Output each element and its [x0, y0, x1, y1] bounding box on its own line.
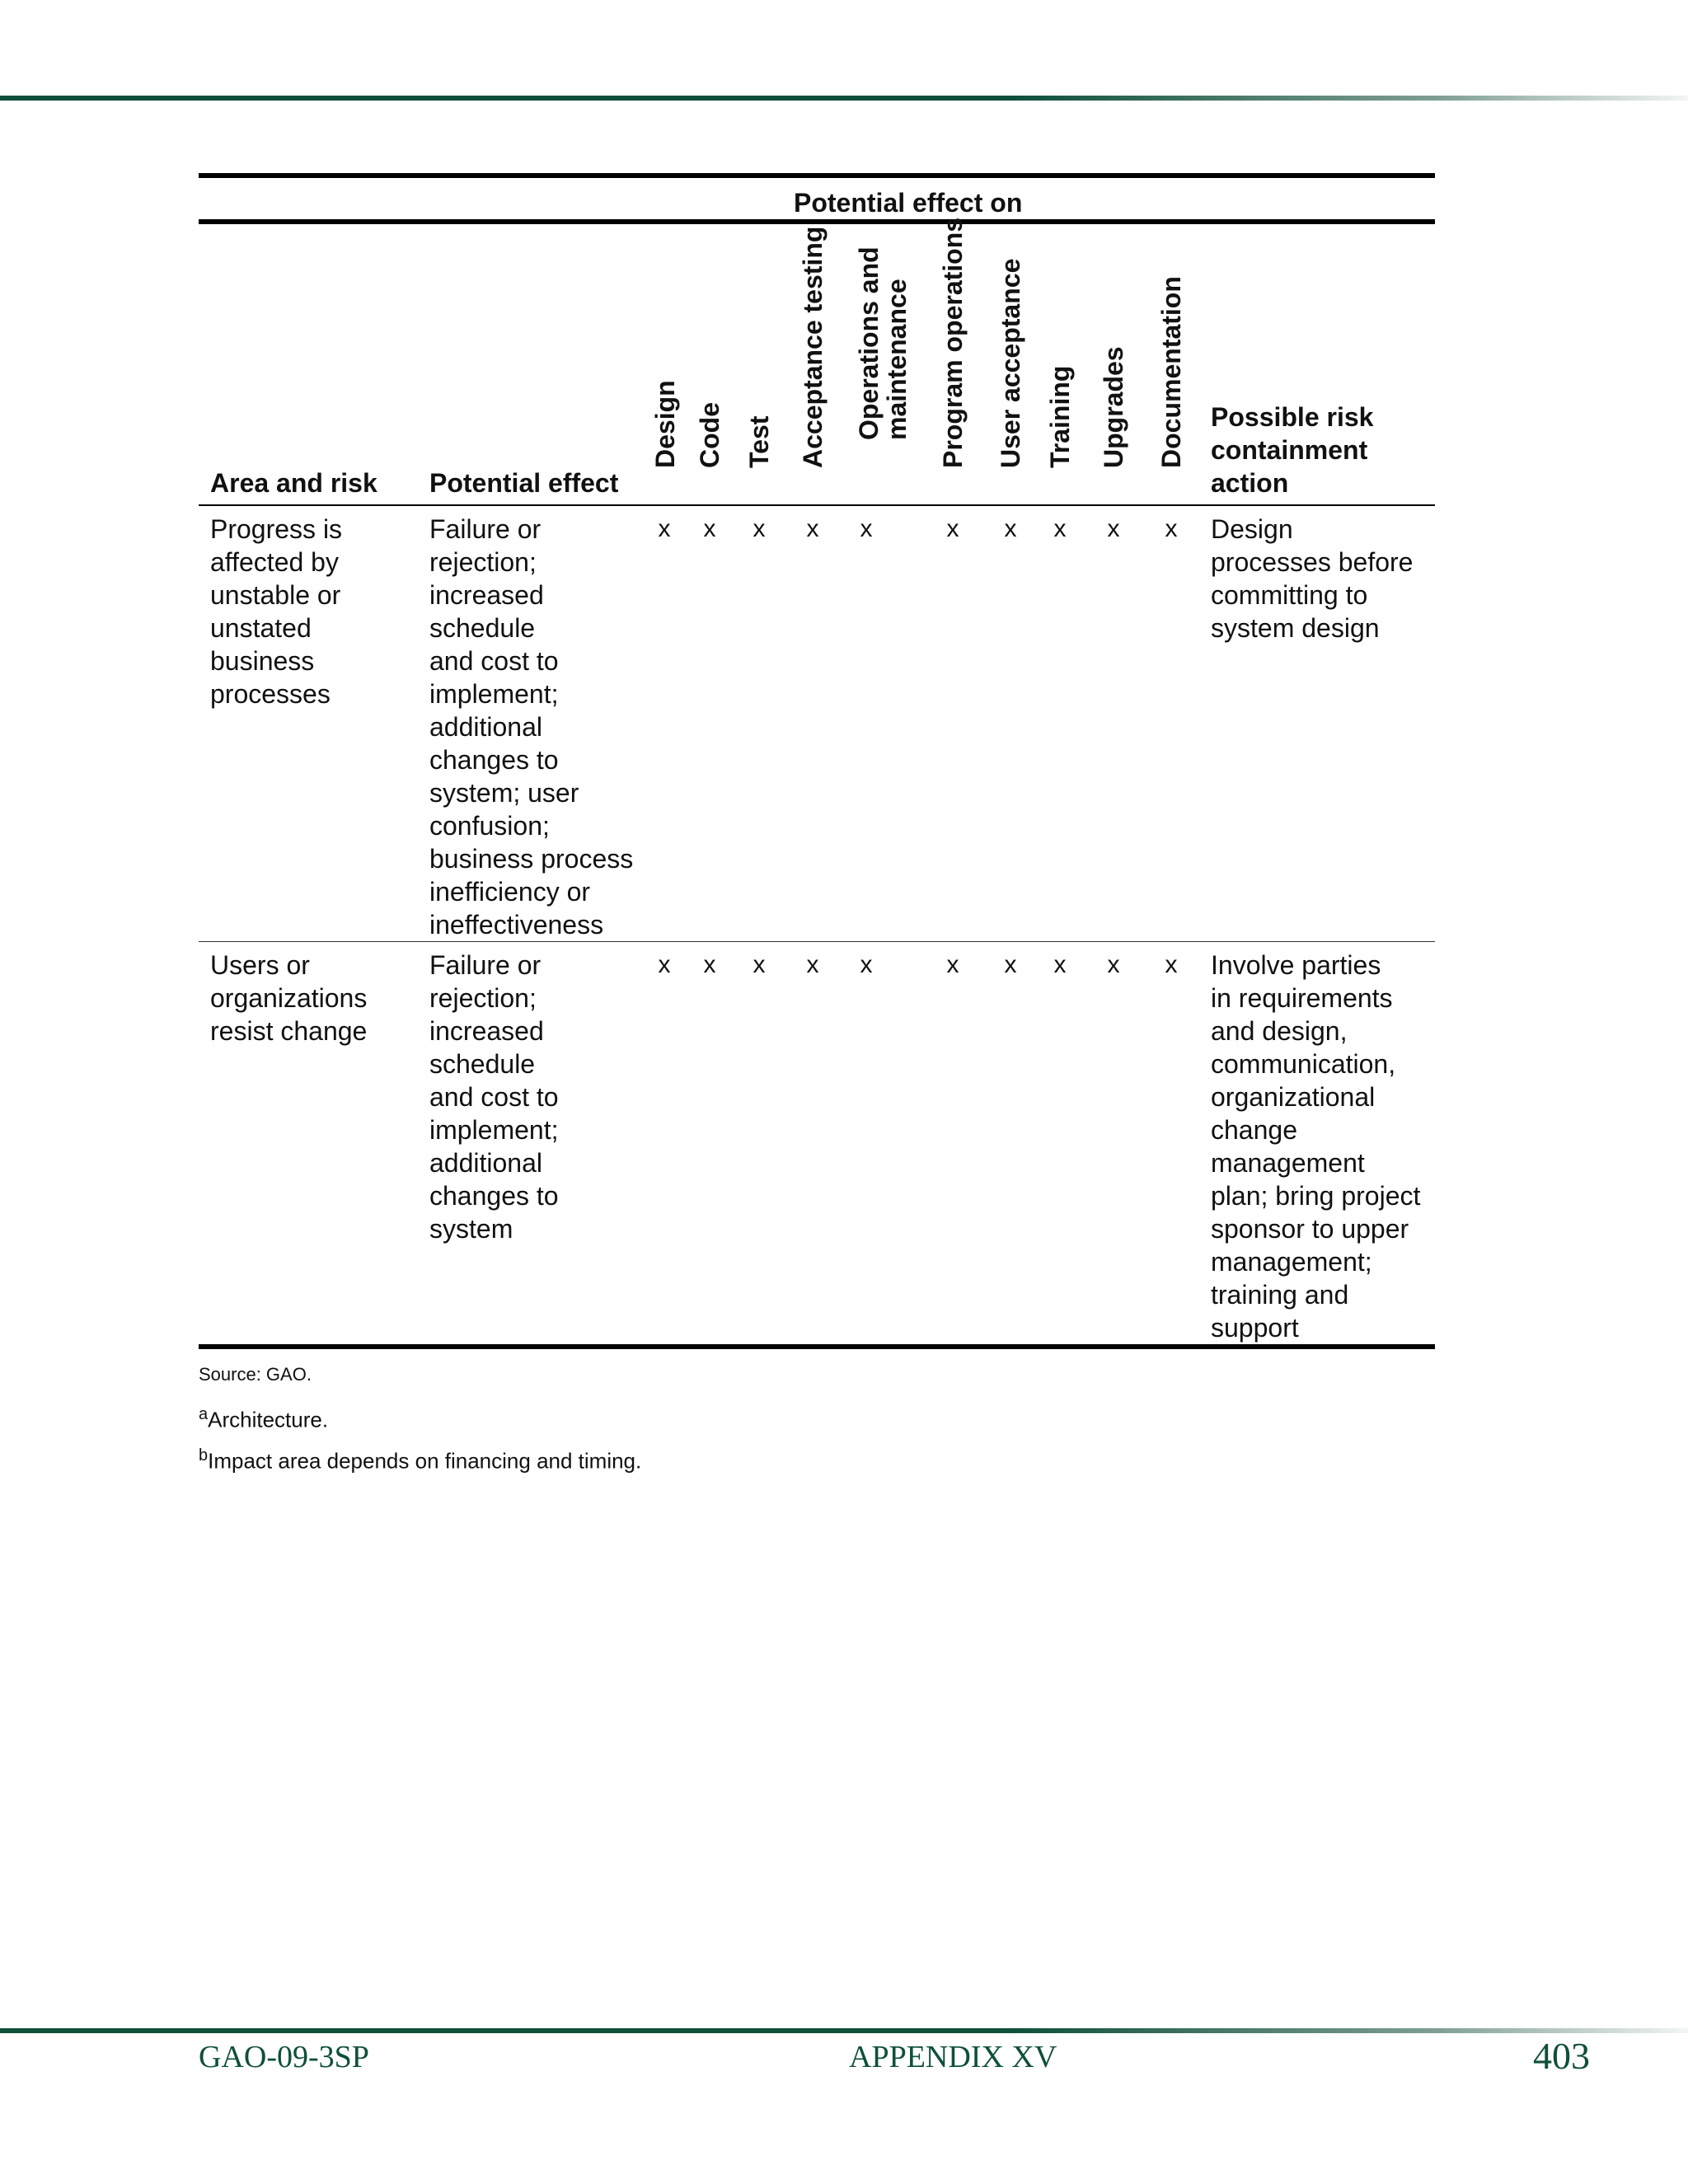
header-containment-action: Possible risk containment action: [1211, 402, 1374, 498]
mark-operations-and-maintenance: x: [860, 951, 873, 978]
cell-line: business process: [429, 844, 634, 874]
mark-training: x: [1053, 951, 1067, 978]
cell-line: Failure or: [429, 514, 542, 544]
header-design: Design: [650, 380, 680, 468]
action-cell: [1211, 949, 1420, 1344]
table-row: [199, 942, 1435, 1344]
mark-documentation: x: [1165, 515, 1178, 542]
risk-table: [199, 173, 1435, 1349]
table-row: [199, 506, 1435, 941]
cell-line: affected by: [210, 547, 339, 577]
mark-upgrades: x: [1107, 515, 1120, 542]
cell-line: management;: [1211, 1247, 1372, 1277]
mark-operations-and-maintenance: x: [860, 515, 873, 542]
mark-code: x: [703, 515, 716, 542]
cell-line: rejection;: [429, 983, 537, 1013]
footer-appendix: APPENDIX XV: [849, 2040, 1057, 2074]
cell-line: support: [1211, 1313, 1299, 1343]
header-area-and-risk: Area and risk: [210, 468, 377, 498]
cell-line: implement;: [429, 1115, 559, 1145]
cell-line: changes to: [429, 745, 559, 775]
header-potential-effect: Potential effect: [429, 468, 619, 498]
cell-line: ineffectiveness: [429, 910, 604, 940]
footnote-a: $^a$Architecture.: [199, 1405, 329, 1432]
cell-line: system design: [1211, 613, 1380, 643]
header-test: Test: [744, 415, 774, 468]
page-number: 403: [1533, 2035, 1590, 2077]
header-code: Code: [695, 402, 724, 468]
cell-line: confusion;: [429, 811, 550, 841]
cell-line: implement;: [429, 679, 559, 709]
cell-line: Progress is: [210, 514, 343, 544]
cell-line: unstated: [210, 613, 312, 643]
footer-report-number: GAO-09-3SP: [199, 2040, 369, 2074]
header-upgrades: Upgrades: [1099, 346, 1128, 468]
cell-line: Design: [1211, 514, 1293, 544]
cell-line: training and: [1211, 1280, 1349, 1310]
cell-line: inefficiency or: [429, 877, 591, 907]
mark-code: x: [703, 951, 716, 978]
cell-line: unstable or: [210, 580, 341, 610]
cell-line: processes: [210, 679, 331, 709]
header-program-operations: Program operations: [938, 217, 968, 468]
area-cell: [210, 949, 367, 1047]
mark-design: x: [658, 515, 671, 542]
area-cell: [210, 513, 342, 710]
mark-design: x: [658, 951, 671, 978]
cell-line: rejection;: [429, 547, 537, 577]
cell-line: additional: [429, 712, 542, 742]
mark-acceptance-testing: x: [806, 951, 819, 978]
effect-cell: [429, 513, 633, 941]
mark-user-acceptance: x: [1004, 951, 1017, 978]
cell-line: business: [210, 646, 315, 676]
header-operations-and-maintenance: Operations and maintenance: [854, 246, 912, 440]
mark-documentation: x: [1165, 951, 1178, 978]
effect-cell: [429, 949, 559, 1245]
cell-line: management: [1211, 1148, 1365, 1178]
cell-line: schedule: [429, 1049, 536, 1079]
cell-line: plan; bring project: [1211, 1181, 1421, 1211]
column-header-row: [199, 217, 1435, 504]
cell-line: increased: [429, 580, 544, 610]
cell-line: increased: [429, 1016, 544, 1046]
mark-test: x: [753, 951, 766, 978]
mark-program-operations: x: [946, 951, 959, 978]
group-header: [199, 178, 1435, 219]
mark-test: x: [753, 515, 766, 542]
top-rule: [0, 96, 1688, 101]
mark-acceptance-testing: x: [806, 515, 819, 542]
cell-line: additional: [429, 1148, 542, 1178]
cell-line: processes before: [1211, 547, 1414, 577]
cell-line: sponsor to upper: [1211, 1214, 1409, 1244]
source-note: Source: GAO.: [199, 1364, 312, 1385]
cell-line: and cost to: [429, 1082, 559, 1112]
cell-line: organizations: [210, 983, 368, 1013]
cell-line: in requirements: [1211, 983, 1393, 1013]
header-documentation: Documentation: [1156, 276, 1186, 468]
header-user-acceptance: User acceptance: [996, 258, 1025, 468]
cell-line: schedule: [429, 613, 536, 643]
group-header-label: Potential effect on: [794, 188, 1023, 218]
cell-line: system: [429, 1214, 513, 1244]
cell-line: Users or: [210, 950, 310, 980]
cell-line: changes to: [429, 1181, 559, 1211]
cell-line: committing to: [1211, 580, 1368, 610]
table-bottom-rule: [199, 1344, 1435, 1349]
mark-training: x: [1053, 515, 1067, 542]
header-acceptance-testing: Acceptance testing: [798, 226, 828, 468]
cell-line: and design,: [1211, 1016, 1348, 1046]
mark-program-operations: x: [946, 515, 959, 542]
cell-line: organizational: [1211, 1082, 1376, 1112]
cell-line: communication,: [1211, 1049, 1396, 1079]
mark-user-acceptance: x: [1004, 515, 1017, 542]
cell-line: resist change: [210, 1016, 368, 1046]
cell-line: and cost to: [429, 646, 559, 676]
cell-line: Involve parties: [1211, 950, 1381, 980]
footnote-b: $^b$Impact area depends on financing and timing.: [199, 1446, 642, 1474]
header-training: Training: [1045, 365, 1075, 468]
action-cell: [1211, 513, 1413, 644]
cell-line: change: [1211, 1115, 1297, 1145]
mark-upgrades: x: [1107, 951, 1120, 978]
cell-line: system; user: [429, 778, 579, 808]
cell-line: Failure or: [429, 950, 542, 980]
bottom-rule: [0, 2028, 1688, 2033]
